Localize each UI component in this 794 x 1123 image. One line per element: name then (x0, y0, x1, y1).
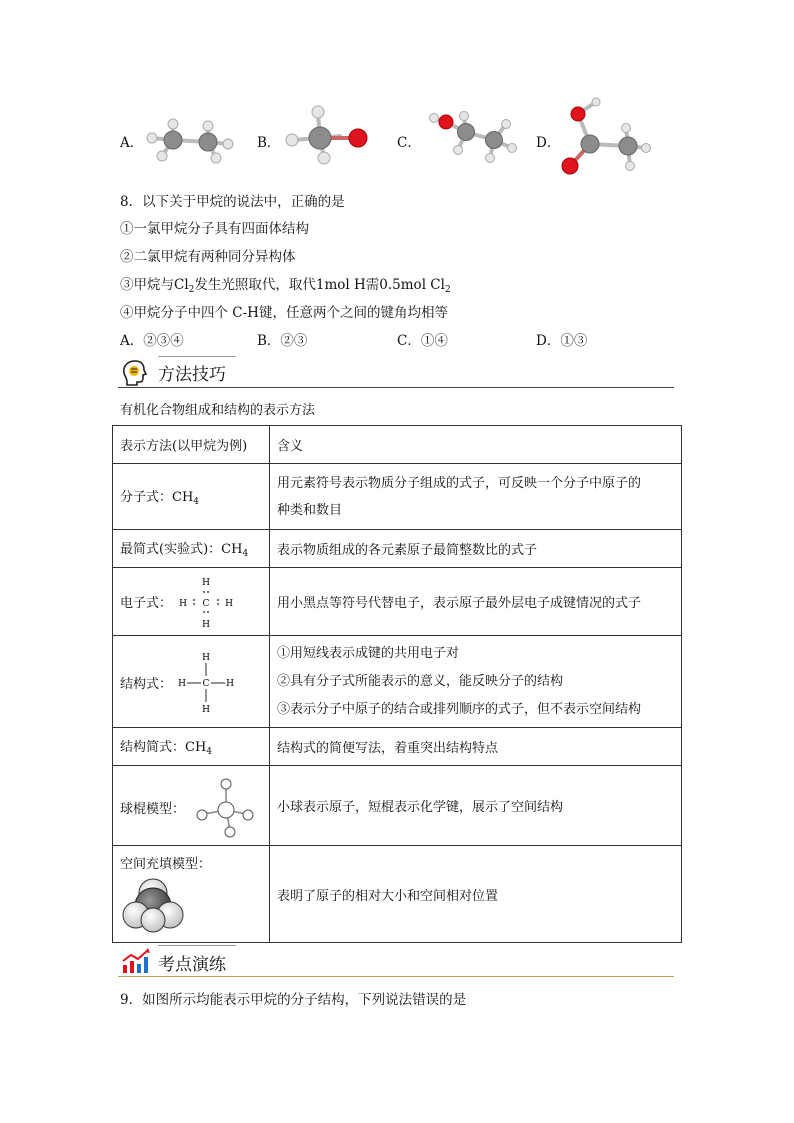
table-row (113, 846, 682, 943)
q8-statement-2: ②二氯甲烷有两种同分异构体 (120, 249, 296, 265)
practice-section-title: 考点演练 (158, 955, 226, 975)
acetic-acid-model-image (556, 96, 656, 178)
method-section-header (118, 356, 674, 390)
row-molecular-formula-label: 分子式：$CH_4$ (113, 464, 270, 530)
method-section-title: 方法技巧 (158, 365, 226, 385)
q8-statement-4: ④甲烷分子中四个 C-H键，任意两个之间的键角均相等 (120, 305, 448, 321)
q9-stem: 9．如图所示均能表示甲烷的分子结构，下列说法错误的是 (120, 992, 467, 1008)
table-row (113, 464, 682, 530)
representation-table (112, 425, 682, 943)
table-header-meaning: 含义 (270, 426, 682, 464)
ethanol-model-image (422, 108, 522, 168)
table-row (113, 426, 682, 464)
title-top-rule (158, 945, 236, 946)
row-empirical-formula-label: 最简式(实验式)：$CH_4$ (113, 530, 270, 568)
option-d-label: D． (536, 135, 561, 151)
row-space-filling-meaning: 表明了原子的相对大小和空间相对位置 (270, 846, 682, 943)
svg-text:H: H (202, 577, 210, 588)
row-molecular-formula-meaning: 用元素符号表示物质分子组成的式子，可反映一个分子中原子的 种类和数目 (270, 464, 682, 530)
formaldehyde-model-image (280, 100, 370, 170)
option-b-label: B． (257, 135, 281, 151)
svg-text:H: H (202, 619, 210, 630)
method-intro: 有机化合物组成和结构的表示方法 (120, 403, 316, 418)
rising-chart-icon (120, 947, 152, 975)
table-row (113, 728, 682, 766)
head-idea-icon (120, 358, 150, 386)
option-c-label: C． (397, 135, 421, 151)
methane-structural-formula (176, 650, 236, 714)
q8-option-a: A．②③④ (120, 333, 184, 349)
header-rule (118, 976, 674, 977)
svg-text:C: C (202, 678, 210, 689)
row-condensed-formula-label: 结构简式：$CH_4$ (113, 728, 270, 766)
row-electron-formula-label: 电子式： H H C H H (113, 568, 270, 636)
row-condensed-formula-meaning: 结构式的简便写法，着重突出结构特点 (270, 728, 682, 766)
ethane-model-image (140, 112, 240, 168)
row-ball-stick-meaning: 小球表示原子，短棍表示化学键，展示了空间结构 (270, 766, 682, 846)
svg-text:H: H (179, 598, 187, 609)
row-electron-formula-meaning: 用小黑点等符号代替电子，表示原子最外层电子成键情况的式子 (270, 568, 682, 636)
methane-ball-stick-image (190, 774, 260, 840)
table-row (113, 636, 682, 728)
methane-space-filling-image (122, 875, 184, 935)
methane-electron-formula (176, 574, 236, 630)
row-structural-formula-label: 结构式： H H C H H (113, 636, 270, 728)
title-top-rule (158, 356, 236, 357)
svg-text:H: H (226, 678, 234, 689)
row-ball-stick-label: 球棍模型： (113, 766, 270, 846)
q8-stem: 8．以下关于甲烷的说法中，正确的是 (120, 194, 345, 210)
q8-option-c: C．①④ (397, 333, 448, 349)
table-row (113, 530, 682, 568)
q8-statement-3: ③甲烷与$Cl_2$发生光照取代，取代1mol H需0.5mol $Cl_2$ (120, 277, 451, 295)
svg-text:H: H (202, 652, 210, 663)
row-structural-formula-meaning: ①用短线表示成键的共用电子对 ②具有分子式所能表示的意义，能反映分子的结构 ③表示分子中原子的结合或排列顺序的式子，但不表示空间结构 (270, 636, 682, 728)
row-space-filling-label: 空间充填模型： (113, 846, 270, 943)
header-rule (118, 387, 674, 388)
table-header-method: 表示方法(以甲烷为例) (113, 426, 270, 464)
practice-section-header (118, 945, 674, 979)
option-a-label: A． (120, 135, 144, 151)
svg-text:H: H (178, 678, 186, 689)
svg-text:H: H (225, 598, 233, 609)
table-row (113, 568, 682, 636)
svg-text:H: H (202, 704, 210, 714)
q8-option-b: B．②③ (257, 333, 308, 349)
q8-statement-1: ①一氯甲烷分子具有四面体结构 (120, 221, 309, 237)
table-row (113, 766, 682, 846)
q8-option-d: D．①③ (536, 333, 588, 349)
row-empirical-formula-meaning: 表示物质组成的各元素原子最简整数比的式子 (270, 530, 682, 568)
svg-text:C: C (202, 598, 210, 609)
